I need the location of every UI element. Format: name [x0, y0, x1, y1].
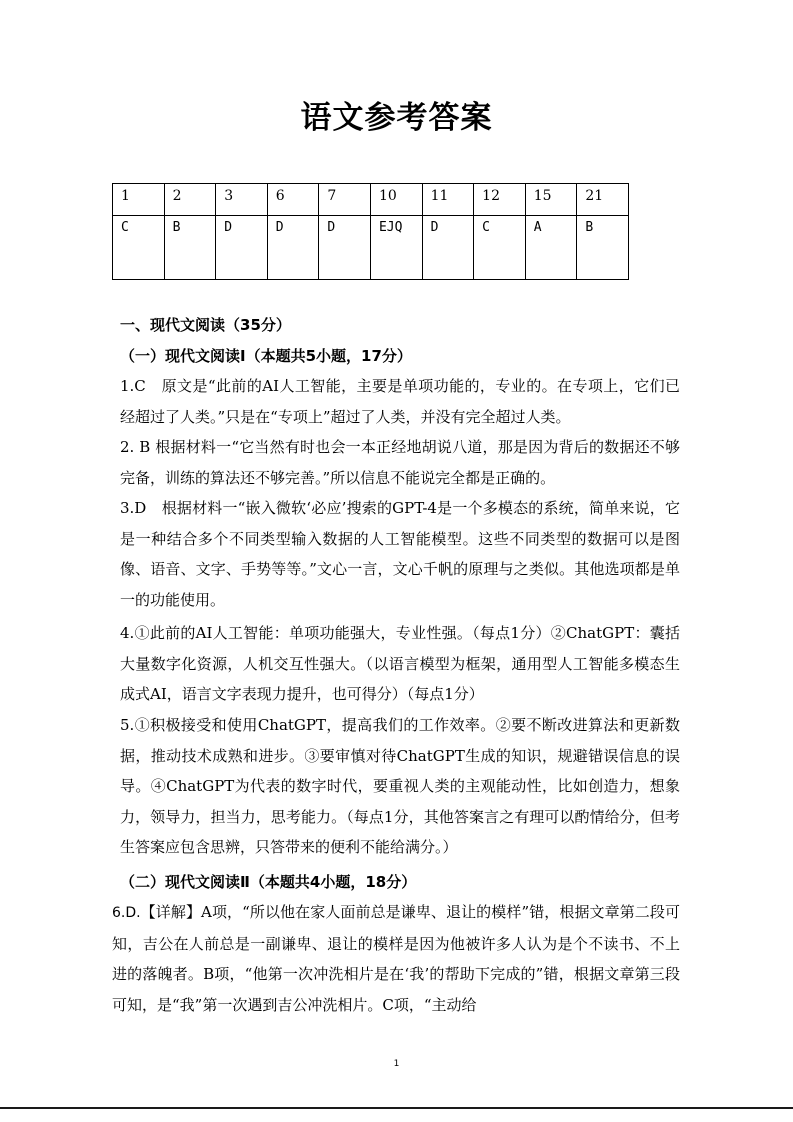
answer-table-answer-row	[113, 216, 629, 280]
question-number-cell: 7	[319, 184, 371, 216]
answer-table	[112, 183, 629, 280]
answer-paragraph-3: 3.D 根据材料一“嵌入微软‘必应’搜索的GPT-4是一个多模态的系统，简单来说，它是一种结合多个不同类型输入数据的人工智能模型。这些不同类型的数据可以是图像、语音、文字、手势等等。”文心一言，文心千帆的原理与之类似。其他选项都是单一的功能使用。	[120, 499, 680, 609]
subsection-heading: （二）现代文阅读Ⅱ（本题共4小题，18分）	[120, 873, 417, 891]
answer-text: 【详解】A项，“所以他在家人面前总是谦卑、退让的模样”错，根据文章第二段可知，吉公在人前总是一副谦卑、退让的模样是因为他被许多人认为是个不读书、不上进的落魄者。B项，“他第一次冲洗相片是在‘我’的帮助下完成的”错，根据文章第三段可知，是“我”第一次遇到吉公冲洗相片。C项，“主动给	[112, 903, 680, 1014]
question-number-cell: 2	[164, 184, 216, 216]
answer-cell: EJQ	[370, 216, 422, 280]
question-number-cell: 1	[113, 184, 165, 216]
answer-cell: B	[577, 216, 629, 280]
question-number-cell: 15	[525, 184, 577, 216]
bottom-divider	[0, 1107, 793, 1109]
answer-cell: D	[319, 216, 371, 280]
answer-paragraph-4: 4.①此前的AI人工智能：单项功能强大，专业性强。（每点1分）②ChatGPT：囊括大量数字化资源，人机交互性强大。（以语言模型为框架，通用型人工智能多模态生成式AI，语言文字表现力提升，也可得分）（每点1分）	[120, 624, 680, 703]
answer-paragraph-1: 1.C 原文是“此前的AI人工智能，主要是单项功能的，专业的。在专项上，它们已经超过了人类。”只是在“专项上”超过了人类，并没有完全超过人类。	[120, 377, 680, 426]
answer-cell: B	[164, 216, 216, 280]
answer-cell: C	[113, 216, 165, 280]
answer-table-number-row	[113, 184, 629, 216]
answer-paragraph-6	[112, 897, 680, 1020]
question-label: 6.D.	[112, 905, 141, 921]
question-number-cell: 12	[474, 184, 526, 216]
answer-cell: C	[474, 216, 526, 280]
page-title: 语文参考答案	[300, 100, 493, 136]
answer-cell: A	[525, 216, 577, 280]
question-number-cell: 10	[370, 184, 422, 216]
section-heading: 一、现代文阅读（35分）	[120, 316, 291, 334]
answer-cell: D	[267, 216, 319, 280]
question-number-cell: 11	[422, 184, 474, 216]
subsection-heading: （一）现代文阅读Ⅰ（本题共5小题，17分）	[120, 347, 412, 365]
question-number-cell: 3	[216, 184, 268, 216]
page-number: 1	[393, 1059, 400, 1069]
question-number-cell: 6	[267, 184, 319, 216]
answer-paragraph-2: 2. B 根据材料一“它当然有时也会一本正经地胡说八道，那是因为背后的数据还不够完备，训练的算法还不够完善。”所以信息不能说完全都是正确的。	[120, 438, 680, 487]
answer-cell: D	[422, 216, 474, 280]
answer-paragraph-5: 5.①积极接受和使用ChatGPT，提高我们的工作效率。②要不断改进算法和更新数据，推动技术成熟和进步。③要审慎对待ChatGPT生成的知识，规避错误信息的误导。④ChatGPT为代表的数字时代，要重视人类的主观能动性，比如创造力，想象力，领导力，担当力，思考能力。（每点1分，其他答案言之有理可以酌情给分，但考生答案应包含思辨，只答带来的便利不能给满分。）	[120, 716, 680, 856]
answer-cell: D	[216, 216, 268, 280]
question-number-cell: 21	[577, 184, 629, 216]
